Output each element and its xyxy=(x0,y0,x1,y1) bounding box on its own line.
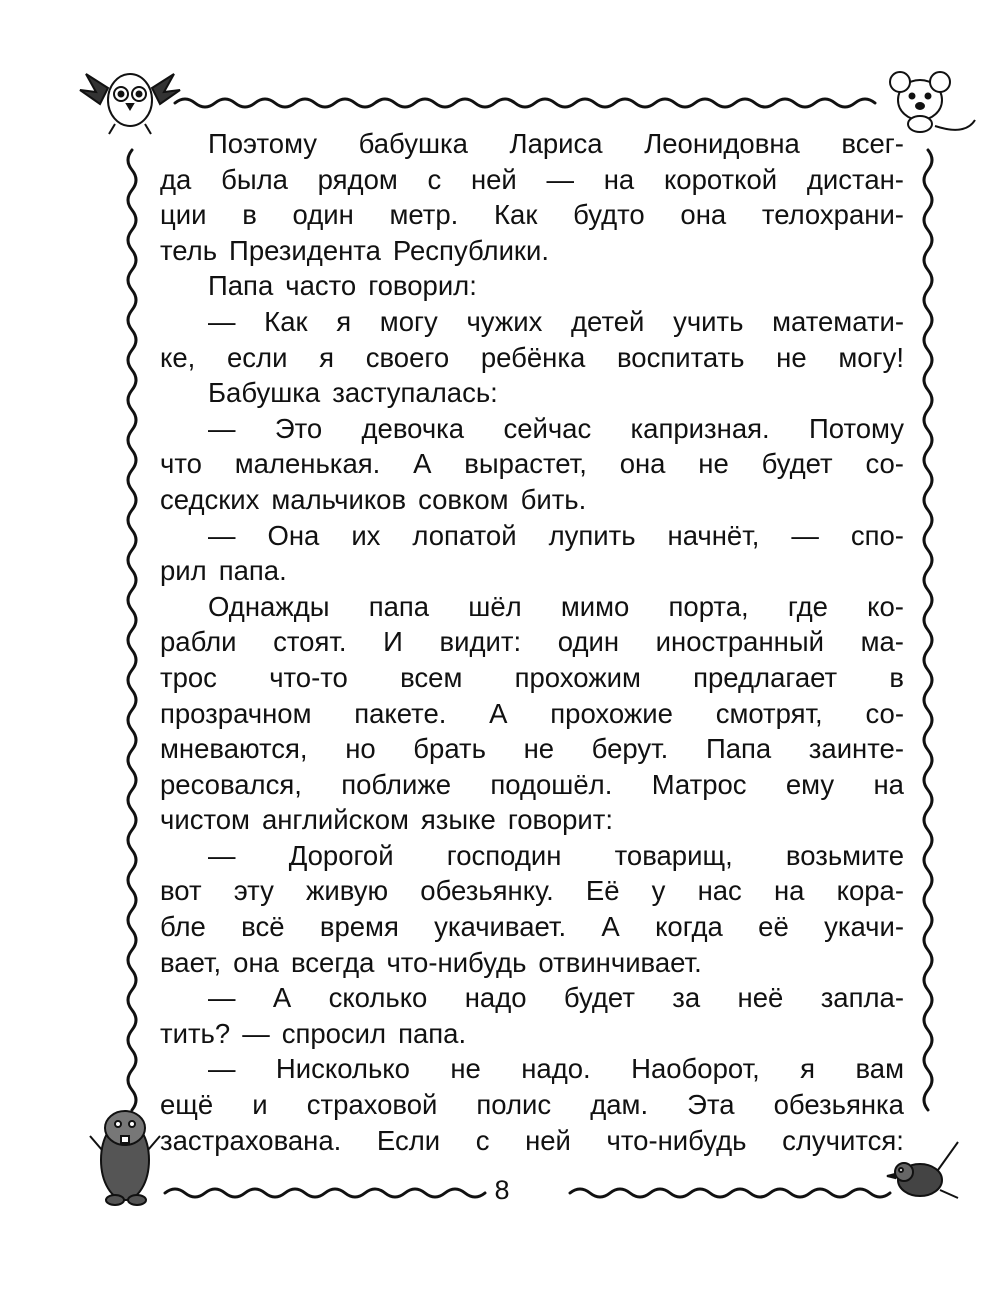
story-text xyxy=(160,126,904,1158)
text-line: Папа часто говорил: xyxy=(208,270,477,302)
text-line: мневаются, но брать не берут. Папа заинте- xyxy=(160,733,904,765)
text-line: тель Президента Республики. xyxy=(160,234,549,266)
text-line: ции в один метр. Как будто она телохрани- xyxy=(160,199,904,231)
text-line: тить? — спросил папа. xyxy=(160,1017,467,1049)
left-wavy-border xyxy=(128,150,136,1110)
text-line: рабли стоят. И видит: один иностранный ма- xyxy=(160,626,904,658)
bottom-wavy-border-right xyxy=(570,1189,890,1197)
text-line: — Это девочка сейчас капризная. Потому xyxy=(208,412,904,444)
beaver-illustration xyxy=(90,1111,160,1205)
text-line: рил папа. xyxy=(160,555,287,587)
text-line: вот эту живую обезьянку. Её у нас на кора- xyxy=(160,875,904,907)
text-line: вает, она всегда что-нибудь отвинчивает. xyxy=(160,946,702,978)
text-line: — Дорогой господин товарищ, возьмите xyxy=(208,839,904,871)
text-line: бле всё время укачивает. А когда её укачи- xyxy=(160,911,904,943)
mouse-illustration xyxy=(890,72,975,132)
text-line: ещё и страховой полис дам. Эта обезьянка xyxy=(160,1089,904,1121)
owl-illustration xyxy=(80,74,180,134)
text-line: Поэтому бабушка Лариса Леонидовна всег- xyxy=(208,128,904,159)
text-line: ке, если я своего ребёнка воспитать не могу! xyxy=(160,341,904,373)
top-wavy-border xyxy=(175,99,875,107)
text-line: да была рядом с ней — на короткой дистан- xyxy=(160,163,904,195)
text-line: — Она их лопатой лупить начнёт, — спо- xyxy=(208,519,904,551)
text-line: седских мальчиков совком бить. xyxy=(160,483,587,515)
text-line: что маленькая. А вырастет, она не будет со- xyxy=(160,448,904,480)
text-line: застрахована. Если с ней что-нибудь случится: xyxy=(160,1124,904,1156)
text-line: — Как я могу чужих детей учить математи- xyxy=(208,305,904,337)
text-line: — Нисколько не надо. Наоборот, я вам xyxy=(208,1053,904,1085)
text-line: трос что-то всем прохожим предлагает в xyxy=(160,661,904,693)
text-line: Однажды папа шёл мимо порта, где ко- xyxy=(208,590,904,622)
text-line: чистом английском языке говорит: xyxy=(160,804,614,836)
text-line: Бабушка заступалась: xyxy=(208,377,498,409)
text-line: — А сколько надо будет за неё запла- xyxy=(208,982,904,1014)
text-line: ресовался, поближе подошёл. Матрос ему на xyxy=(160,768,904,800)
page-number: 8 xyxy=(494,1175,510,1205)
right-wavy-border xyxy=(924,150,932,1110)
bottom-wavy-border-left xyxy=(165,1189,485,1197)
text-line: прозрачном пакете. А прохожие смотрят, со- xyxy=(160,697,904,729)
